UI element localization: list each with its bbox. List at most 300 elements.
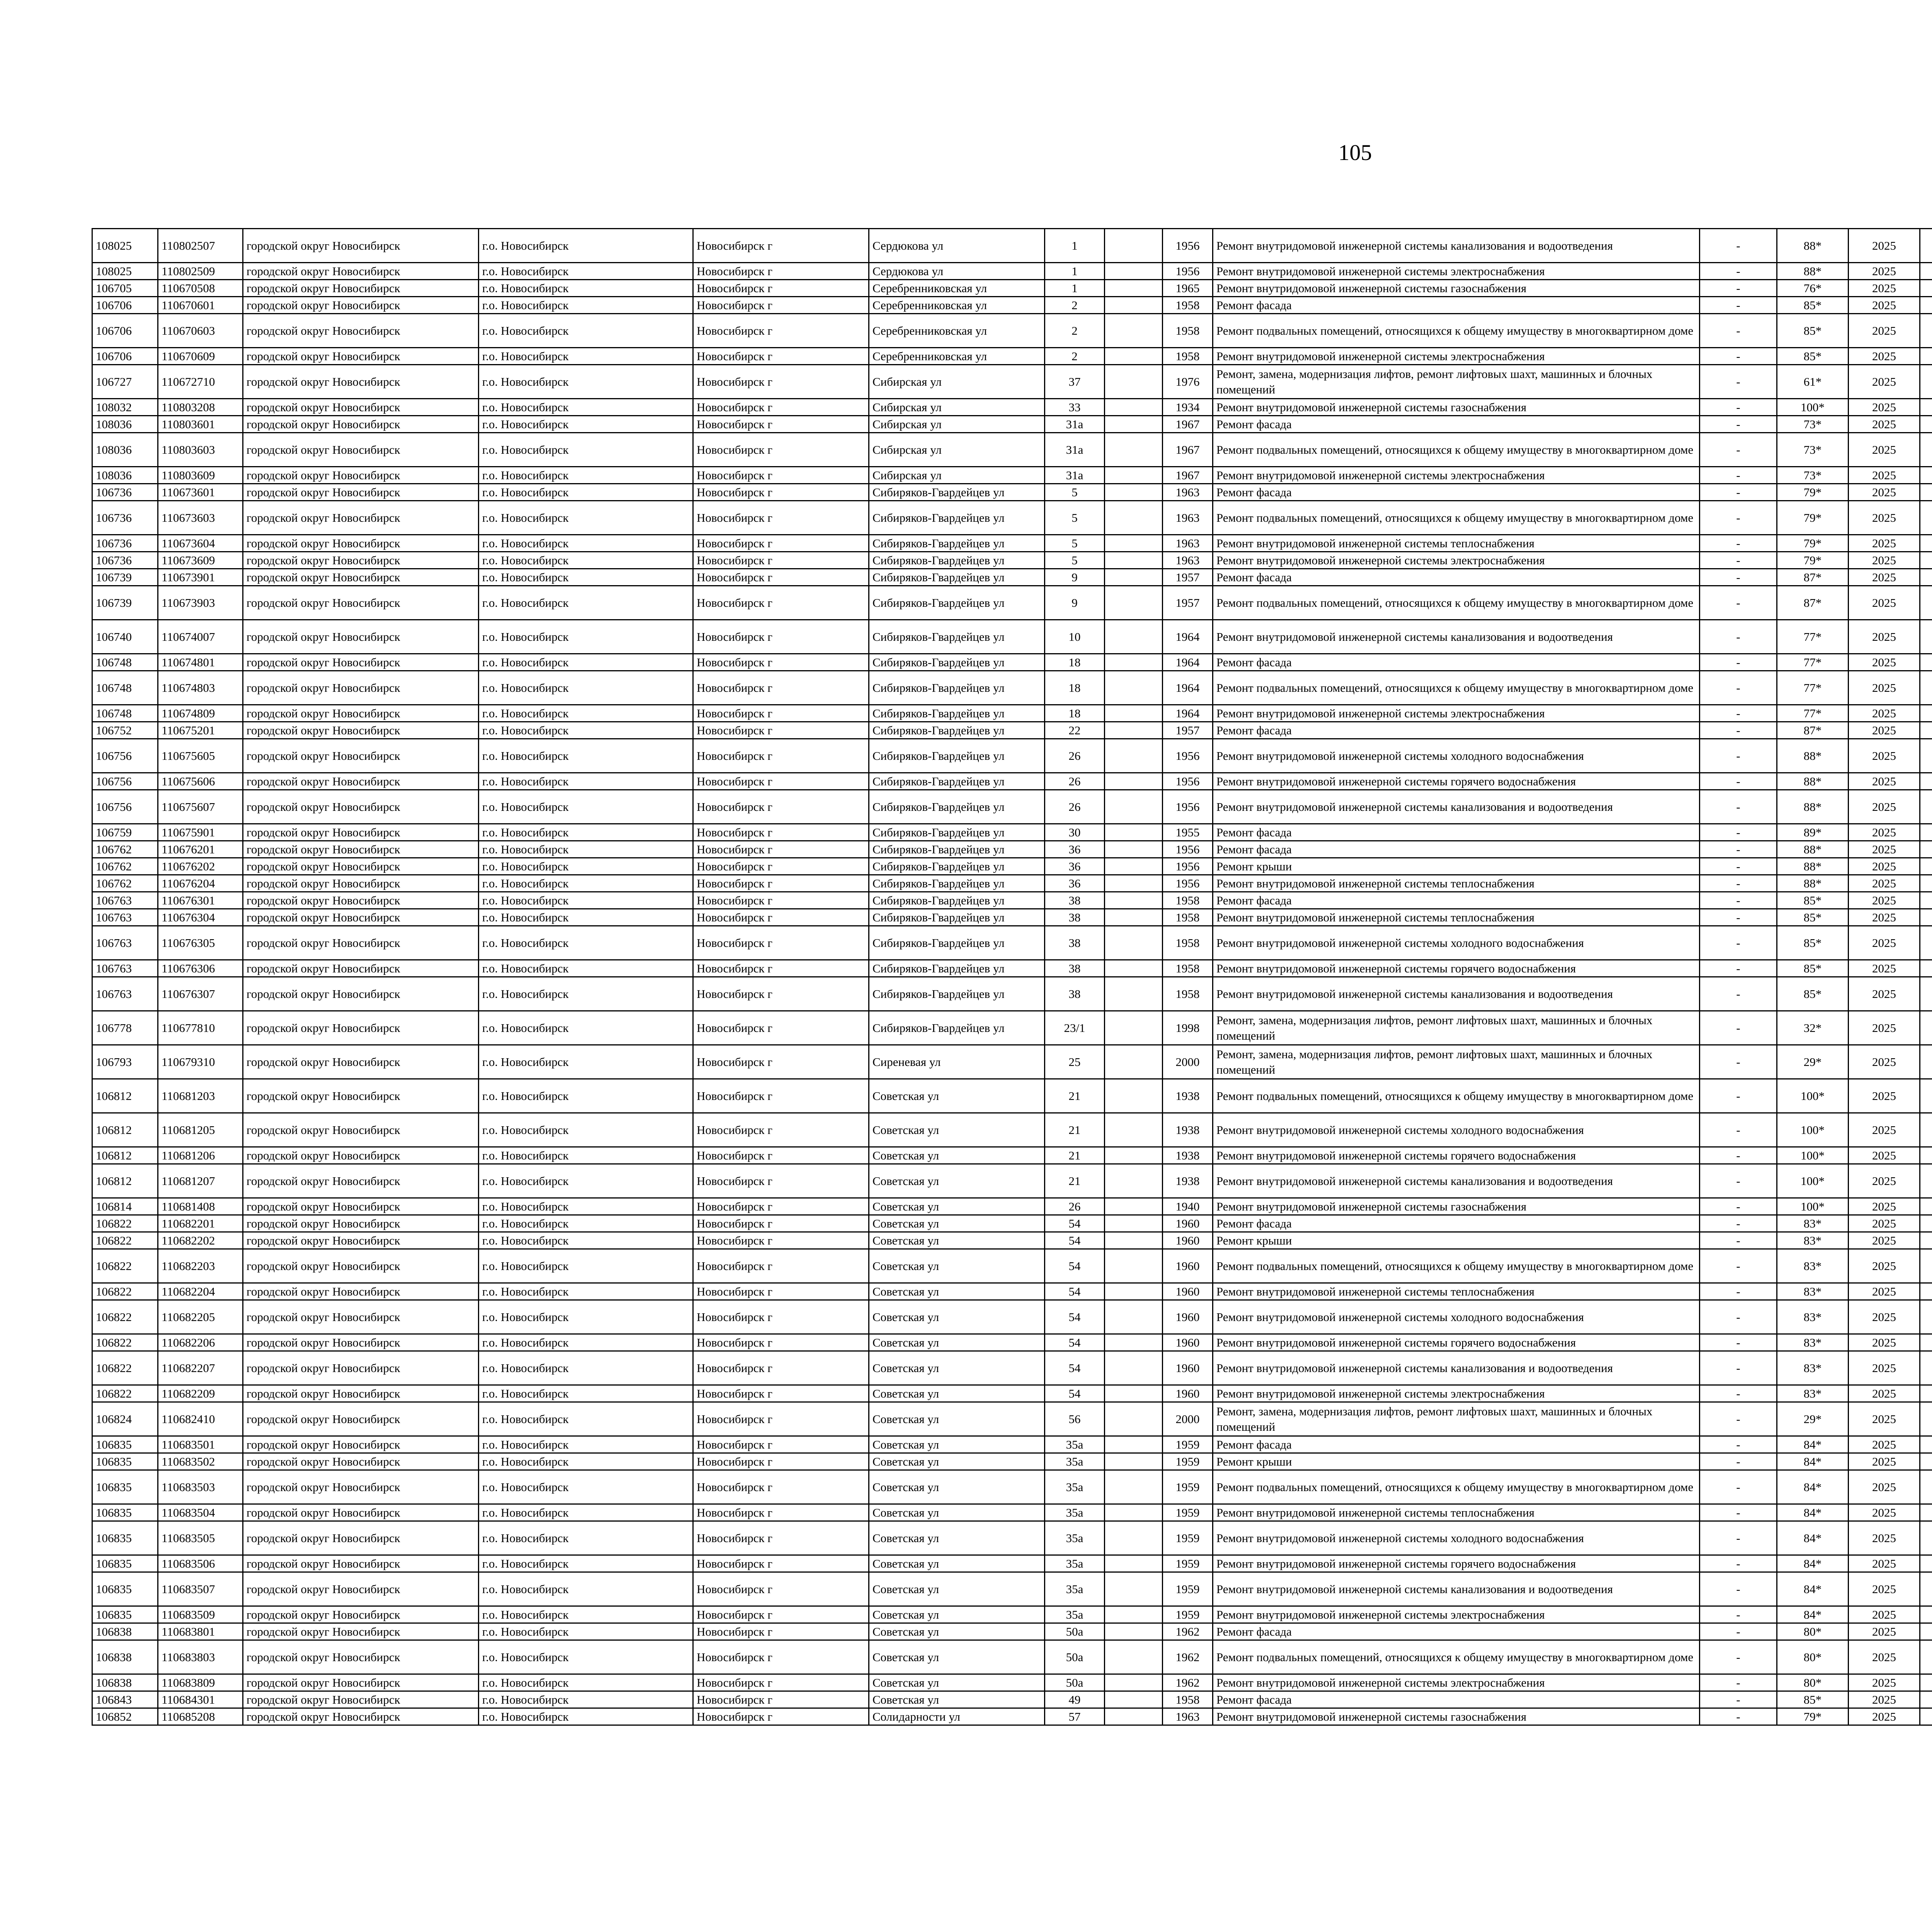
cell-building-number bbox=[1105, 1691, 1163, 1708]
cell-municipality: городской округ Новосибирск bbox=[243, 399, 479, 416]
cell-district: г.о. Новосибирск bbox=[479, 1453, 693, 1470]
cell-work-type: Ремонт внутридомовой инженерной системы электроснабжения bbox=[1213, 467, 1700, 484]
table-row bbox=[92, 909, 1932, 926]
cell-plan-year-start: 2025 bbox=[1849, 1555, 1920, 1572]
cell-work-id: 110802509 bbox=[158, 263, 243, 280]
cell-street: Советская ул bbox=[869, 1623, 1045, 1640]
cell-building-number bbox=[1105, 858, 1163, 875]
cell-plan-year-end bbox=[1920, 297, 1932, 314]
cell-locality: Новосибирск г bbox=[693, 654, 869, 671]
cell-work-id: 110673603 bbox=[158, 501, 243, 535]
cell-house-id: 106736 bbox=[92, 484, 158, 501]
cell-wear-percent: 88* bbox=[1777, 773, 1849, 790]
cell-plan-year-start: 2025 bbox=[1849, 909, 1920, 926]
cell-wear-percent: 85* bbox=[1777, 314, 1849, 348]
cell-unit: - bbox=[1700, 297, 1777, 314]
cell-street: Сибиряков-Гвардейцев ул bbox=[869, 552, 1045, 569]
cell-work-id: 110675201 bbox=[158, 722, 243, 739]
cell-district: г.о. Новосибирск bbox=[479, 892, 693, 909]
cell-year-built: 1967 bbox=[1163, 416, 1213, 433]
cell-house-id: 106822 bbox=[92, 1283, 158, 1300]
cell-locality: Новосибирск г bbox=[693, 1300, 869, 1334]
cell-building-number bbox=[1105, 1674, 1163, 1691]
cell-plan-year-start: 2025 bbox=[1849, 348, 1920, 365]
cell-house-number: 18 bbox=[1045, 705, 1105, 722]
cell-municipality: городской округ Новосибирск bbox=[243, 1300, 479, 1334]
cell-municipality: городской округ Новосибирск bbox=[243, 926, 479, 960]
cell-work-id: 110676307 bbox=[158, 977, 243, 1011]
cell-locality: Новосибирск г bbox=[693, 416, 869, 433]
cell-municipality: городской округ Новосибирск bbox=[243, 348, 479, 365]
cell-district: г.о. Новосибирск bbox=[479, 1691, 693, 1708]
table-row bbox=[92, 1300, 1932, 1334]
cell-locality: Новосибирск г bbox=[693, 1283, 869, 1300]
cell-locality: Новосибирск г bbox=[693, 1691, 869, 1708]
cell-house-id: 108032 bbox=[92, 399, 158, 416]
cell-plan-year-end bbox=[1920, 1385, 1932, 1402]
cell-work-id: 110673609 bbox=[158, 552, 243, 569]
cell-year-built: 1957 bbox=[1163, 722, 1213, 739]
cell-work-id: 110682203 bbox=[158, 1249, 243, 1283]
cell-unit: - bbox=[1700, 399, 1777, 416]
cell-work-type: Ремонт внутридомовой инженерной системы теплоснабжения bbox=[1213, 1283, 1700, 1300]
cell-work-type: Ремонт подвальных помещений, относящихся к общему имуществу в многоквартирном доме bbox=[1213, 1079, 1700, 1113]
cell-plan-year-start: 2025 bbox=[1849, 467, 1920, 484]
cell-district: г.о. Новосибирск bbox=[479, 1334, 693, 1351]
cell-street: Сибиряков-Гвардейцев ул bbox=[869, 773, 1045, 790]
table-row bbox=[92, 1147, 1932, 1164]
cell-unit: - bbox=[1700, 1198, 1777, 1215]
cell-house-id: 106762 bbox=[92, 875, 158, 892]
cell-plan-year-end bbox=[1920, 620, 1932, 654]
cell-plan-year-start: 2025 bbox=[1849, 1147, 1920, 1164]
cell-unit: - bbox=[1700, 263, 1777, 280]
cell-building-number bbox=[1105, 1113, 1163, 1147]
cell-building-number bbox=[1105, 875, 1163, 892]
cell-wear-percent: 83* bbox=[1777, 1215, 1849, 1232]
table-body bbox=[92, 229, 1932, 1725]
cell-municipality: городской округ Новосибирск bbox=[243, 1215, 479, 1232]
cell-house-number: 9 bbox=[1045, 586, 1105, 620]
cell-locality: Новосибирск г bbox=[693, 824, 869, 841]
cell-wear-percent: 84* bbox=[1777, 1436, 1849, 1453]
cell-locality: Новосибирск г bbox=[693, 1079, 869, 1113]
cell-work-type: Ремонт внутридомовой инженерной системы канализования и водоотведения bbox=[1213, 1351, 1700, 1385]
cell-work-type: Ремонт, замена, модернизация лифтов, ремонт лифтовых шахт, машинных и блочных помещений bbox=[1213, 1402, 1700, 1436]
cell-plan-year-start: 2025 bbox=[1849, 263, 1920, 280]
cell-wear-percent: 85* bbox=[1777, 1691, 1849, 1708]
cell-wear-percent: 77* bbox=[1777, 705, 1849, 722]
cell-municipality: городской округ Новосибирск bbox=[243, 1402, 479, 1436]
cell-work-type: Ремонт внутридомовой инженерной системы холодного водоснабжения bbox=[1213, 926, 1700, 960]
cell-unit: - bbox=[1700, 739, 1777, 773]
cell-street: Сибиряков-Гвардейцев ул bbox=[869, 705, 1045, 722]
cell-year-built: 1960 bbox=[1163, 1385, 1213, 1402]
cell-municipality: городской округ Новосибирск bbox=[243, 1691, 479, 1708]
cell-unit: - bbox=[1700, 1521, 1777, 1555]
cell-building-number bbox=[1105, 263, 1163, 280]
cell-street: Советская ул bbox=[869, 1691, 1045, 1708]
cell-work-type: Ремонт внутридомовой инженерной системы газоснабжения bbox=[1213, 399, 1700, 416]
cell-building-number bbox=[1105, 535, 1163, 552]
cell-district: г.о. Новосибирск bbox=[479, 1198, 693, 1215]
table-row bbox=[92, 399, 1932, 416]
cell-locality: Новосибирск г bbox=[693, 1215, 869, 1232]
cell-house-number: 10 bbox=[1045, 620, 1105, 654]
cell-work-id: 110676301 bbox=[158, 892, 243, 909]
cell-municipality: городской округ Новосибирск bbox=[243, 1079, 479, 1113]
table-row bbox=[92, 1453, 1932, 1470]
cell-work-id: 110682204 bbox=[158, 1283, 243, 1300]
cell-street: Сиреневая ул bbox=[869, 1045, 1045, 1079]
cell-house-id: 106706 bbox=[92, 348, 158, 365]
cell-year-built: 2000 bbox=[1163, 1402, 1213, 1436]
cell-locality: Новосибирск г bbox=[693, 705, 869, 722]
cell-building-number bbox=[1105, 1470, 1163, 1504]
cell-plan-year-end bbox=[1920, 1215, 1932, 1232]
cell-unit: - bbox=[1700, 1691, 1777, 1708]
cell-district: г.о. Новосибирск bbox=[479, 399, 693, 416]
cell-plan-year-start: 2025 bbox=[1849, 1640, 1920, 1674]
cell-year-built: 1960 bbox=[1163, 1283, 1213, 1300]
cell-unit: - bbox=[1700, 1147, 1777, 1164]
cell-house-id: 106778 bbox=[92, 1011, 158, 1045]
cell-municipality: городской округ Новосибирск bbox=[243, 280, 479, 297]
cell-plan-year-start: 2025 bbox=[1849, 1164, 1920, 1198]
cell-house-id: 106756 bbox=[92, 739, 158, 773]
cell-municipality: городской округ Новосибирск bbox=[243, 314, 479, 348]
cell-street: Советская ул bbox=[869, 1572, 1045, 1606]
cell-street: Советская ул bbox=[869, 1164, 1045, 1198]
cell-building-number bbox=[1105, 909, 1163, 926]
cell-wear-percent: 85* bbox=[1777, 348, 1849, 365]
table-row bbox=[92, 1164, 1932, 1198]
table-row bbox=[92, 1402, 1932, 1436]
cell-street: Советская ул bbox=[869, 1436, 1045, 1453]
table-row bbox=[92, 722, 1932, 739]
cell-district: г.о. Новосибирск bbox=[479, 1351, 693, 1385]
cell-wear-percent: 84* bbox=[1777, 1555, 1849, 1572]
cell-house-number: 26 bbox=[1045, 790, 1105, 824]
cell-work-id: 110675607 bbox=[158, 790, 243, 824]
cell-district: г.о. Новосибирск bbox=[479, 586, 693, 620]
cell-year-built: 1959 bbox=[1163, 1606, 1213, 1623]
cell-building-number bbox=[1105, 280, 1163, 297]
cell-street: Советская ул bbox=[869, 1283, 1045, 1300]
cell-house-id: 106756 bbox=[92, 773, 158, 790]
cell-street: Советская ул bbox=[869, 1385, 1045, 1402]
cell-unit: - bbox=[1700, 1640, 1777, 1674]
cell-work-id: 110803603 bbox=[158, 433, 243, 467]
cell-building-number bbox=[1105, 1436, 1163, 1453]
cell-work-type: Ремонт внутридомовой инженерной системы канализования и водоотведения bbox=[1213, 977, 1700, 1011]
cell-plan-year-start: 2025 bbox=[1849, 1113, 1920, 1147]
cell-year-built: 1956 bbox=[1163, 263, 1213, 280]
cell-building-number bbox=[1105, 1164, 1163, 1198]
cell-year-built: 1959 bbox=[1163, 1470, 1213, 1504]
cell-district: г.о. Новосибирск bbox=[479, 739, 693, 773]
cell-district: г.о. Новосибирск bbox=[479, 1572, 693, 1606]
cell-district: г.о. Новосибирск bbox=[479, 977, 693, 1011]
cell-wear-percent: 73* bbox=[1777, 416, 1849, 433]
cell-street: Советская ул bbox=[869, 1079, 1045, 1113]
cell-wear-percent: 87* bbox=[1777, 722, 1849, 739]
cell-work-type: Ремонт фасада bbox=[1213, 841, 1700, 858]
cell-municipality: городской округ Новосибирск bbox=[243, 1521, 479, 1555]
cell-wear-percent: 84* bbox=[1777, 1470, 1849, 1504]
cell-municipality: городской округ Новосибирск bbox=[243, 552, 479, 569]
cell-district: г.о. Новосибирск bbox=[479, 1147, 693, 1164]
cell-unit: - bbox=[1700, 1113, 1777, 1147]
cell-plan-year-end bbox=[1920, 1504, 1932, 1521]
cell-wear-percent: 88* bbox=[1777, 841, 1849, 858]
cell-house-id: 106843 bbox=[92, 1691, 158, 1708]
cell-plan-year-start: 2025 bbox=[1849, 1470, 1920, 1504]
cell-plan-year-end bbox=[1920, 875, 1932, 892]
cell-district: г.о. Новосибирск bbox=[479, 416, 693, 433]
cell-building-number bbox=[1105, 229, 1163, 263]
cell-building-number bbox=[1105, 926, 1163, 960]
table-row bbox=[92, 365, 1932, 399]
cell-unit: - bbox=[1700, 1453, 1777, 1470]
cell-building-number bbox=[1105, 1045, 1163, 1079]
cell-street: Сердюкова ул bbox=[869, 263, 1045, 280]
cell-street: Советская ул bbox=[869, 1215, 1045, 1232]
cell-wear-percent: 84* bbox=[1777, 1606, 1849, 1623]
cell-year-built: 1958 bbox=[1163, 297, 1213, 314]
cell-locality: Новосибирск г bbox=[693, 1198, 869, 1215]
cell-municipality: городской округ Новосибирск bbox=[243, 1623, 479, 1640]
cell-year-built: 1962 bbox=[1163, 1623, 1213, 1640]
cell-locality: Новосибирск г bbox=[693, 1674, 869, 1691]
cell-work-type: Ремонт крыши bbox=[1213, 1232, 1700, 1249]
cell-work-id: 110673901 bbox=[158, 569, 243, 586]
table-row bbox=[92, 926, 1932, 960]
cell-unit: - bbox=[1700, 1470, 1777, 1504]
cell-district: г.о. Новосибирск bbox=[479, 671, 693, 705]
cell-municipality: городской округ Новосибирск bbox=[243, 977, 479, 1011]
cell-work-id: 110675901 bbox=[158, 824, 243, 841]
cell-street: Сибиряков-Гвардейцев ул bbox=[869, 654, 1045, 671]
cell-house-id: 106793 bbox=[92, 1045, 158, 1079]
table-row bbox=[92, 535, 1932, 552]
cell-unit: - bbox=[1700, 1164, 1777, 1198]
cell-year-built: 1998 bbox=[1163, 1011, 1213, 1045]
table-row bbox=[92, 1555, 1932, 1572]
cell-building-number bbox=[1105, 433, 1163, 467]
cell-wear-percent: 76* bbox=[1777, 280, 1849, 297]
cell-locality: Новосибирск г bbox=[693, 1045, 869, 1079]
cell-house-id: 106852 bbox=[92, 1708, 158, 1725]
cell-house-id: 106736 bbox=[92, 501, 158, 535]
cell-street: Сибиряков-Гвардейцев ул bbox=[869, 501, 1045, 535]
cell-plan-year-start: 2025 bbox=[1849, 1674, 1920, 1691]
cell-wear-percent: 85* bbox=[1777, 892, 1849, 909]
cell-unit: - bbox=[1700, 1249, 1777, 1283]
cell-building-number bbox=[1105, 1011, 1163, 1045]
table-row bbox=[92, 1215, 1932, 1232]
cell-street: Сибиряков-Гвардейцев ул bbox=[869, 909, 1045, 926]
cell-street: Сибирская ул bbox=[869, 467, 1045, 484]
table-row bbox=[92, 467, 1932, 484]
cell-locality: Новосибирск г bbox=[693, 1640, 869, 1674]
cell-work-type: Ремонт внутридомовой инженерной системы электроснабжения bbox=[1213, 705, 1700, 722]
cell-building-number bbox=[1105, 1249, 1163, 1283]
cell-municipality: городской округ Новосибирск bbox=[243, 1606, 479, 1623]
cell-work-id: 110803609 bbox=[158, 467, 243, 484]
cell-wear-percent: 83* bbox=[1777, 1334, 1849, 1351]
capital-repair-table bbox=[92, 228, 1932, 1726]
cell-work-type: Ремонт, замена, модернизация лифтов, ремонт лифтовых шахт, машинных и блочных помещений bbox=[1213, 365, 1700, 399]
cell-plan-year-end bbox=[1920, 535, 1932, 552]
cell-plan-year-start: 2025 bbox=[1849, 722, 1920, 739]
cell-district: г.о. Новосибирск bbox=[479, 467, 693, 484]
cell-work-id: 110681203 bbox=[158, 1079, 243, 1113]
cell-district: г.о. Новосибирск bbox=[479, 1164, 693, 1198]
cell-unit: - bbox=[1700, 348, 1777, 365]
cell-municipality: городской округ Новосибирск bbox=[243, 671, 479, 705]
table-row bbox=[92, 1708, 1932, 1725]
cell-house-number: 36 bbox=[1045, 858, 1105, 875]
cell-work-id: 110675606 bbox=[158, 773, 243, 790]
cell-house-number: 18 bbox=[1045, 654, 1105, 671]
cell-plan-year-end bbox=[1920, 1470, 1932, 1504]
table-row bbox=[92, 229, 1932, 263]
cell-year-built: 1963 bbox=[1163, 535, 1213, 552]
cell-district: г.о. Новосибирск bbox=[479, 875, 693, 892]
cell-work-id: 110683504 bbox=[158, 1504, 243, 1521]
cell-unit: - bbox=[1700, 1045, 1777, 1079]
cell-locality: Новосибирск г bbox=[693, 433, 869, 467]
cell-plan-year-end bbox=[1920, 858, 1932, 875]
table-row bbox=[92, 892, 1932, 909]
table-row bbox=[92, 314, 1932, 348]
cell-plan-year-start: 2025 bbox=[1849, 1232, 1920, 1249]
cell-year-built: 1958 bbox=[1163, 314, 1213, 348]
cell-plan-year-end bbox=[1920, 1623, 1932, 1640]
cell-building-number bbox=[1105, 977, 1163, 1011]
cell-work-type: Ремонт внутридомовой инженерной системы горячего водоснабжения bbox=[1213, 773, 1700, 790]
cell-house-number: 38 bbox=[1045, 926, 1105, 960]
cell-locality: Новосибирск г bbox=[693, 467, 869, 484]
cell-locality: Новосибирск г bbox=[693, 399, 869, 416]
cell-wear-percent: 88* bbox=[1777, 739, 1849, 773]
table-row bbox=[92, 1283, 1932, 1300]
cell-work-id: 110682410 bbox=[158, 1402, 243, 1436]
cell-plan-year-end bbox=[1920, 569, 1932, 586]
table-row bbox=[92, 1623, 1932, 1640]
cell-house-id: 108025 bbox=[92, 263, 158, 280]
cell-house-number: 56 bbox=[1045, 1402, 1105, 1436]
cell-plan-year-end bbox=[1920, 1555, 1932, 1572]
cell-work-id: 110683501 bbox=[158, 1436, 243, 1453]
cell-unit: - bbox=[1700, 314, 1777, 348]
cell-unit: - bbox=[1700, 1232, 1777, 1249]
cell-plan-year-start: 2025 bbox=[1849, 1351, 1920, 1385]
cell-work-id: 110683505 bbox=[158, 1521, 243, 1555]
cell-plan-year-end bbox=[1920, 1198, 1932, 1215]
cell-district: г.о. Новосибирск bbox=[479, 433, 693, 467]
cell-district: г.о. Новосибирск bbox=[479, 841, 693, 858]
cell-municipality: городской округ Новосибирск bbox=[243, 1045, 479, 1079]
cell-house-id: 106739 bbox=[92, 586, 158, 620]
cell-work-id: 110682209 bbox=[158, 1385, 243, 1402]
cell-plan-year-end bbox=[1920, 1045, 1932, 1079]
cell-municipality: городской округ Новосибирск bbox=[243, 705, 479, 722]
cell-plan-year-end bbox=[1920, 1079, 1932, 1113]
cell-district: г.о. Новосибирск bbox=[479, 1249, 693, 1283]
cell-municipality: городской округ Новосибирск bbox=[243, 1232, 479, 1249]
table-row bbox=[92, 654, 1932, 671]
cell-municipality: городской округ Новосибирск bbox=[243, 1572, 479, 1606]
cell-house-id: 106835 bbox=[92, 1555, 158, 1572]
cell-plan-year-start: 2025 bbox=[1849, 1283, 1920, 1300]
cell-wear-percent: 100* bbox=[1777, 1079, 1849, 1113]
cell-work-id: 110674809 bbox=[158, 705, 243, 722]
cell-work-type: Ремонт внутридомовой инженерной системы канализования и водоотведения bbox=[1213, 1164, 1700, 1198]
cell-plan-year-start: 2025 bbox=[1849, 433, 1920, 467]
cell-year-built: 1958 bbox=[1163, 926, 1213, 960]
cell-year-built: 1958 bbox=[1163, 1691, 1213, 1708]
cell-building-number bbox=[1105, 1623, 1163, 1640]
cell-house-id: 106812 bbox=[92, 1164, 158, 1198]
cell-unit: - bbox=[1700, 484, 1777, 501]
table-row bbox=[92, 1113, 1932, 1147]
cell-municipality: городской округ Новосибирск bbox=[243, 569, 479, 586]
cell-unit: - bbox=[1700, 416, 1777, 433]
table-row bbox=[92, 1011, 1932, 1045]
cell-work-type: Ремонт, замена, модернизация лифтов, ремонт лифтовых шахт, машинных и блочных помещений bbox=[1213, 1045, 1700, 1079]
cell-work-type: Ремонт фасада bbox=[1213, 416, 1700, 433]
cell-district: г.о. Новосибирск bbox=[479, 858, 693, 875]
cell-municipality: городской округ Новосибирск bbox=[243, 960, 479, 977]
table-row bbox=[92, 790, 1932, 824]
cell-district: г.о. Новосибирск bbox=[479, 926, 693, 960]
cell-plan-year-start: 2025 bbox=[1849, 705, 1920, 722]
cell-plan-year-start: 2025 bbox=[1849, 824, 1920, 841]
cell-year-built: 1956 bbox=[1163, 739, 1213, 773]
cell-year-built: 1959 bbox=[1163, 1453, 1213, 1470]
cell-street: Советская ул bbox=[869, 1606, 1045, 1623]
cell-year-built: 1960 bbox=[1163, 1249, 1213, 1283]
cell-building-number bbox=[1105, 1079, 1163, 1113]
cell-house-number: 1 bbox=[1045, 229, 1105, 263]
cell-building-number bbox=[1105, 705, 1163, 722]
cell-work-type: Ремонт внутридомовой инженерной системы теплоснабжения bbox=[1213, 1504, 1700, 1521]
cell-unit: - bbox=[1700, 1674, 1777, 1691]
cell-plan-year-end bbox=[1920, 960, 1932, 977]
cell-house-id: 106727 bbox=[92, 365, 158, 399]
cell-house-number: 23/1 bbox=[1045, 1011, 1105, 1045]
cell-work-id: 110683507 bbox=[158, 1572, 243, 1606]
cell-unit: - bbox=[1700, 1215, 1777, 1232]
cell-plan-year-start: 2025 bbox=[1849, 1079, 1920, 1113]
cell-house-number: 1 bbox=[1045, 280, 1105, 297]
cell-street: Сибиряков-Гвардейцев ул bbox=[869, 671, 1045, 705]
cell-building-number bbox=[1105, 773, 1163, 790]
cell-municipality: городской округ Новосибирск bbox=[243, 841, 479, 858]
cell-work-type: Ремонт внутридомовой инженерной системы канализования и водоотведения bbox=[1213, 229, 1700, 263]
cell-wear-percent: 88* bbox=[1777, 858, 1849, 875]
cell-district: г.о. Новосибирск bbox=[479, 773, 693, 790]
cell-plan-year-end bbox=[1920, 1708, 1932, 1725]
cell-plan-year-end bbox=[1920, 467, 1932, 484]
cell-locality: Новосибирск г bbox=[693, 773, 869, 790]
cell-house-id: 108036 bbox=[92, 433, 158, 467]
cell-district: г.о. Новосибирск bbox=[479, 909, 693, 926]
cell-house-number: 54 bbox=[1045, 1215, 1105, 1232]
cell-plan-year-start: 2025 bbox=[1849, 1521, 1920, 1555]
